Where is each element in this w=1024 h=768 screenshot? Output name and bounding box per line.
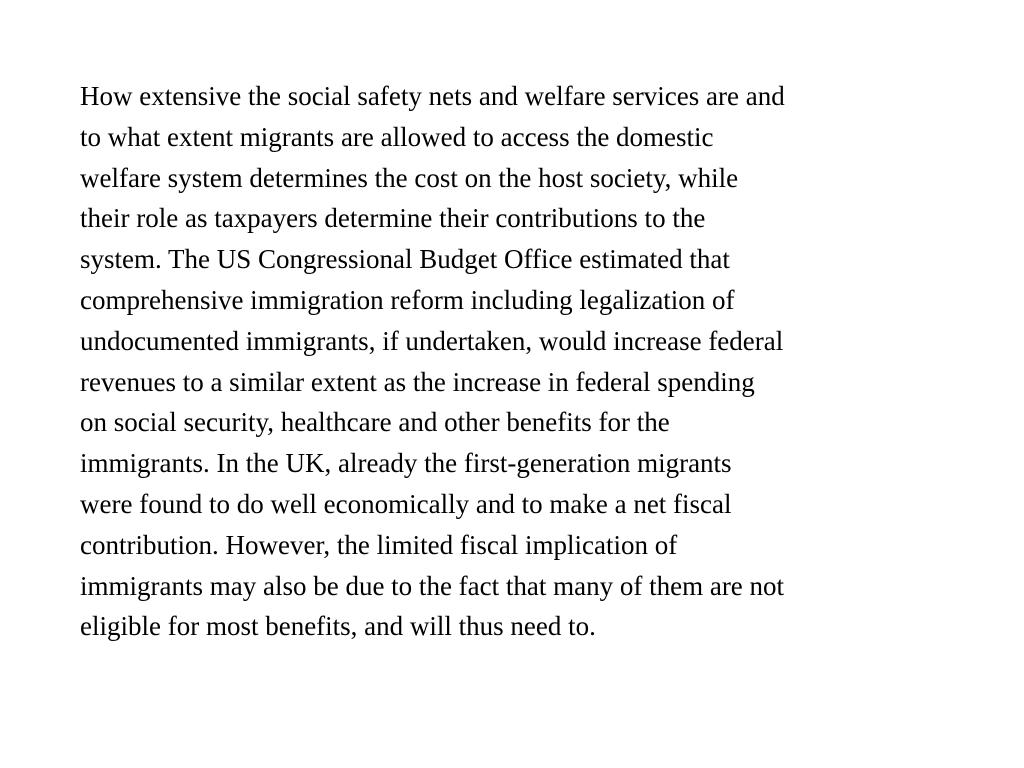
paragraph-line: on social security, healthcare and other benefits for the	[80, 407, 670, 438]
paragraph-line: undocumented immigrants, if undertaken, would increase federal	[80, 325, 784, 356]
paragraph-line: immigrants. In the UK, already the first-generation migrants	[80, 448, 732, 479]
paragraph-line: comprehensive immigration reform including legalization of	[80, 284, 735, 315]
paragraph-line: contribution. However, the limited fiscal implication of	[80, 529, 678, 560]
paragraph-line: their role as taxpayers determine their contributions to the	[80, 203, 706, 234]
paragraph-line: revenues to a similar extent as the increase in federal spending	[80, 366, 755, 397]
paragraph-line: were found to do well economically and to make a net fiscal	[80, 488, 732, 519]
paragraph-line: How extensive the social safety nets and welfare services are and	[80, 81, 785, 111]
paragraph-line: welfare system determines the cost on the host society, while	[80, 162, 739, 193]
paragraph-line: immigrants may also be due to the fact that many of them are not	[80, 570, 785, 601]
paragraph-line: to what extent migrants are allowed to access the domestic	[80, 121, 714, 152]
paragraph-line: eligible for most benefits, and will thus need to.	[80, 611, 596, 642]
body-paragraph	[80, 76, 980, 647]
paragraph-line: system. The US Congressional Budget Office estimated that	[80, 244, 730, 275]
